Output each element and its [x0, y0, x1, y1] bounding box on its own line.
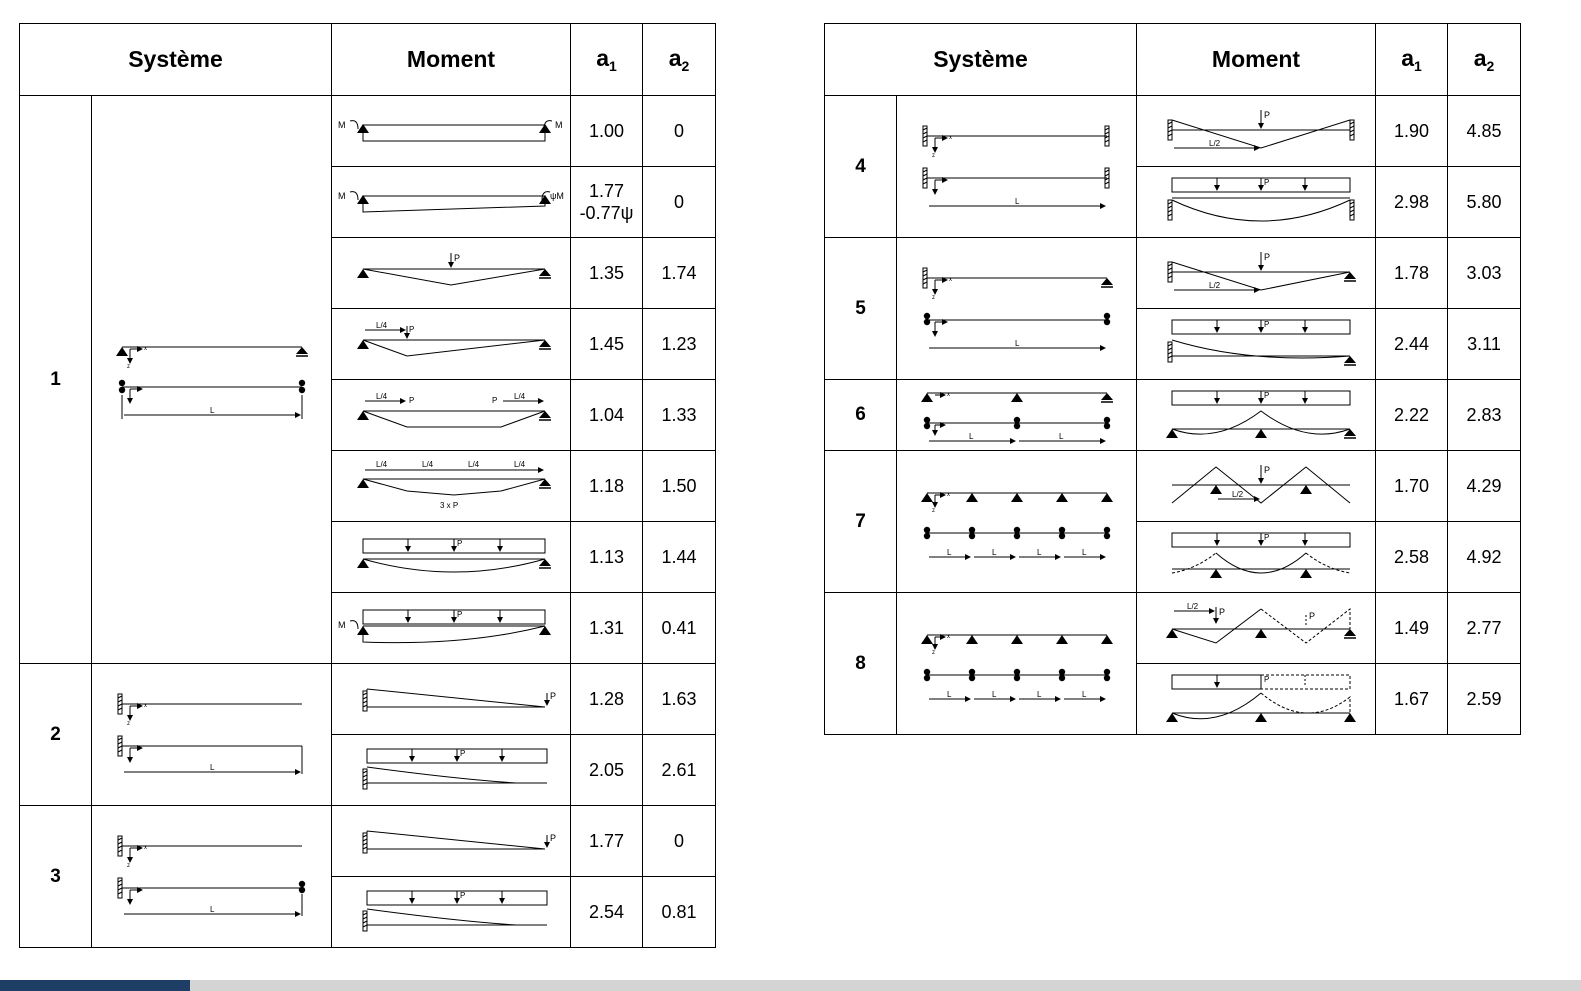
- axis-z-label: z: [126, 862, 130, 869]
- a2-value: 1.44: [643, 522, 716, 593]
- span-label: L: [209, 904, 214, 914]
- a2-value: 4.29: [1448, 451, 1521, 522]
- a1-value: 2.58: [1376, 522, 1448, 593]
- moment-diagram-continuous-point-load: [1137, 451, 1376, 522]
- system-diagram-simply-supported: [92, 96, 332, 664]
- axis-x-label: x: [948, 134, 952, 141]
- load-symbol: P: [409, 396, 415, 405]
- simply-supported-beam-figure: [112, 335, 312, 425]
- moment-diagram-alternate-point-load: [1137, 593, 1376, 664]
- span-label: L: [946, 689, 951, 699]
- header-a2-sub: 2: [681, 58, 690, 74]
- load-symbol: P: [492, 396, 498, 405]
- header-moment: Moment: [332, 24, 571, 96]
- header-a1-letter: a: [596, 45, 609, 71]
- quarter-span-label: L/4: [514, 461, 526, 469]
- propped-cantilever-figure: [112, 832, 312, 922]
- case-number: 5: [825, 238, 897, 380]
- a1-value: 1.35: [571, 238, 643, 309]
- header-a1: [1376, 24, 1448, 96]
- moment-diagram-unequal-end-moments: [332, 167, 571, 238]
- a1-value: 2.54: [571, 877, 643, 948]
- moment-symbol: M: [338, 191, 346, 201]
- a1-value: 1.70: [1376, 451, 1448, 522]
- load-symbol: P: [1264, 533, 1270, 542]
- load-symbol: P: [457, 539, 463, 548]
- header-a1-letter: a: [1401, 45, 1414, 71]
- a1-value-line1: 1.77: [588, 181, 625, 201]
- axis-x-label: x: [143, 844, 147, 851]
- a1-value: 2.98: [1376, 167, 1448, 238]
- moment-symbol: M: [338, 620, 346, 630]
- quarter-span-label: L/4: [376, 461, 388, 469]
- continuous-beam-figure: [917, 477, 1117, 567]
- a1-value: 1.45: [571, 309, 643, 380]
- half-span-label: L/2: [1232, 490, 1244, 499]
- moment-diagram-propped-point-load: [1137, 238, 1376, 309]
- load-symbol: P: [1264, 110, 1271, 120]
- span-label: L: [1036, 547, 1041, 557]
- case-number: 8: [825, 593, 897, 735]
- moment-diagram-two-loads: [332, 380, 571, 451]
- axis-z-label: z: [126, 720, 130, 727]
- header-system: Système: [20, 24, 332, 96]
- a2-value: 0.81: [643, 877, 716, 948]
- load-symbol: P: [460, 749, 466, 758]
- load-symbol: P: [454, 253, 461, 263]
- moment-symbol: M: [338, 120, 346, 130]
- a2-value: 0: [643, 96, 716, 167]
- a2-value: 2.77: [1448, 593, 1521, 664]
- header-row: [20, 24, 716, 96]
- moment-diagram-fixed-uniform-load: [1137, 167, 1376, 238]
- two-span-beam-figure: [917, 383, 1117, 447]
- case-number: 4: [825, 96, 897, 238]
- header-a2-letter: a: [1473, 45, 1487, 71]
- a2-value: 2.83: [1448, 380, 1521, 451]
- load-symbol: P: [1264, 465, 1271, 475]
- axis-x-label: x: [948, 276, 952, 283]
- moment-diagram-cantilever-uniform-load: [332, 877, 571, 948]
- span-label: L: [1081, 689, 1086, 699]
- a1-value-line2: -0.77ψ: [579, 203, 634, 223]
- bottom-bar: [0, 980, 1581, 991]
- a1-value: 2.05: [571, 735, 643, 806]
- case-number: 6: [825, 380, 897, 451]
- moment-diagram-propped-uniform-load: [1137, 309, 1376, 380]
- a2-value: 3.03: [1448, 238, 1521, 309]
- moment-diagram-cantilever-point-load: [332, 664, 571, 735]
- table-row: [825, 380, 1521, 451]
- axis-x-label: x: [946, 633, 950, 640]
- span-label: L: [1058, 432, 1063, 441]
- a1-value: 1.04: [571, 380, 643, 451]
- load-symbol: P: [460, 891, 466, 900]
- load-symbol: P: [1264, 178, 1270, 187]
- a2-value: 1.50: [643, 451, 716, 522]
- table-row: [825, 593, 1521, 664]
- axis-x-label: x: [946, 392, 950, 398]
- a2-value: 4.92: [1448, 522, 1521, 593]
- a1-value: 1.67: [1376, 664, 1448, 735]
- span-label: L: [1036, 689, 1041, 699]
- quarter-span-label: L/4: [422, 461, 434, 469]
- a2-value: 0.41: [643, 593, 716, 664]
- case-number: 7: [825, 451, 897, 593]
- a1-value: 2.22: [1376, 380, 1448, 451]
- load-symbol: P: [1264, 320, 1270, 329]
- span-label: L: [991, 689, 996, 699]
- header-system: Système: [825, 24, 1137, 96]
- table-row: [825, 238, 1521, 309]
- axis-x-label: x: [143, 702, 147, 709]
- span-label: L: [968, 432, 973, 441]
- a2-value: 4.85: [1448, 96, 1521, 167]
- three-loads-label: 3 x P: [440, 501, 459, 510]
- a1-value: 1.00: [571, 96, 643, 167]
- load-symbol: P: [1309, 611, 1316, 621]
- table-row: [20, 96, 716, 167]
- a1-value: 1.18: [571, 451, 643, 522]
- quarter-span-label: L/4: [376, 322, 388, 330]
- a1-value: 1.13: [571, 522, 643, 593]
- system-diagram-continuous-beam: [897, 451, 1137, 593]
- moment-diagram-two-span-uniform: [1137, 380, 1376, 451]
- header-a2: [643, 24, 716, 96]
- moment-diagram-three-loads: [332, 451, 571, 522]
- moment-diagram-quarter-load: [332, 309, 571, 380]
- header-a2-sub: 2: [1486, 58, 1495, 74]
- a1-value: 2.44: [1376, 309, 1448, 380]
- a2-value: 0: [643, 167, 716, 238]
- load-symbol: P: [550, 833, 557, 843]
- moment-diagram-end-moments: [332, 96, 571, 167]
- a2-value: 1.63: [643, 664, 716, 735]
- axis-z-label: z: [126, 363, 130, 370]
- half-span-label: L/2: [1209, 281, 1221, 290]
- moment-diagram-alternate-uniform: [1137, 664, 1376, 735]
- load-symbol: P: [1264, 391, 1270, 400]
- header-a1-sub: 1: [1414, 58, 1422, 74]
- half-span-label: L/2: [1187, 603, 1199, 611]
- load-symbol: P: [457, 610, 463, 619]
- a2-value: 3.11: [1448, 309, 1521, 380]
- a2-value: 1.23: [643, 309, 716, 380]
- axis-x-label: x: [946, 491, 950, 498]
- axis-x-label: x: [143, 345, 147, 352]
- axis-z-label: z: [931, 649, 935, 656]
- a1-value: 1.77: [571, 806, 643, 877]
- load-symbol: P: [550, 691, 557, 701]
- system-diagram-two-span: [897, 380, 1137, 451]
- quarter-span-label: L/4: [514, 393, 526, 401]
- quarter-span-label: L/4: [376, 393, 388, 401]
- a2-value: 2.59: [1448, 664, 1521, 735]
- cantilever-figure: [112, 690, 312, 780]
- moment-diagram-cantilever-uniform-load: [332, 735, 571, 806]
- half-span-label: L/2: [1209, 139, 1221, 148]
- span-label: L: [1081, 547, 1086, 557]
- a2-value: 2.61: [643, 735, 716, 806]
- moment-diagram-center-load: [332, 238, 571, 309]
- system-diagram-fixed-pinned: [897, 238, 1137, 380]
- axis-z-label: z: [931, 294, 935, 301]
- a2-value: 5.80: [1448, 167, 1521, 238]
- span-label: L: [991, 547, 996, 557]
- bottom-bar-accent: [0, 980, 190, 991]
- system-diagram-propped-cantilever: [92, 806, 332, 948]
- quarter-span-label: L/4: [468, 461, 480, 469]
- header-a2: [1448, 24, 1521, 96]
- header-row: [825, 24, 1521, 96]
- a2-value: 0: [643, 806, 716, 877]
- a1-value: 1.49: [1376, 593, 1448, 664]
- fixed-pinned-beam-figure: [917, 264, 1117, 354]
- table-row: [20, 806, 716, 877]
- a2-value: 1.74: [643, 238, 716, 309]
- header-a2-letter: a: [668, 45, 682, 71]
- load-symbol: P: [1219, 607, 1226, 617]
- header-a1: [571, 24, 643, 96]
- a1-value: 1.31: [571, 593, 643, 664]
- table-row: [825, 451, 1521, 522]
- moment-symbol: M: [555, 120, 563, 130]
- system-diagram-fixed-fixed: [897, 96, 1137, 238]
- span-label: L: [209, 762, 214, 772]
- a1-value: 1.78: [1376, 238, 1448, 309]
- load-symbol: P: [1264, 252, 1271, 262]
- case-number: 2: [20, 664, 92, 806]
- moment-diagram-fixed-point-load: [1137, 96, 1376, 167]
- load-symbol: P: [409, 325, 415, 334]
- case-number: 3: [20, 806, 92, 948]
- a1-value: [571, 167, 643, 238]
- span-label: L: [209, 405, 214, 415]
- load-symbol: P: [1264, 675, 1270, 684]
- right-coefficient-table: [824, 23, 1521, 735]
- moment-diagram-continuous-uniform: [1137, 522, 1376, 593]
- span-label: L: [946, 547, 951, 557]
- axis-z-label: z: [931, 507, 935, 514]
- left-coefficient-table: [19, 23, 716, 948]
- case-number: 1: [20, 96, 92, 664]
- axis-z-label: z: [931, 152, 935, 159]
- header-moment: Moment: [1137, 24, 1376, 96]
- span-label: L: [1014, 338, 1019, 348]
- moment-diagram-cantilever-point-load: [332, 806, 571, 877]
- system-diagram-cantilever: [92, 664, 332, 806]
- psi-moment-symbol: ψM: [550, 191, 564, 201]
- header-a1-sub: 1: [609, 58, 617, 74]
- a1-value: 1.90: [1376, 96, 1448, 167]
- system-diagram-continuous-beam-alternate: [897, 593, 1137, 735]
- a1-value: 1.28: [571, 664, 643, 735]
- moment-diagram-uniform-load-with-moment: [332, 593, 571, 664]
- table-row: [825, 96, 1521, 167]
- table-row: [20, 664, 716, 735]
- moment-diagram-uniform-load: [332, 522, 571, 593]
- a2-value: 1.33: [643, 380, 716, 451]
- span-label: L: [1014, 196, 1019, 206]
- continuous-beam-figure: [917, 619, 1117, 709]
- fixed-fixed-beam-figure: [917, 122, 1117, 212]
